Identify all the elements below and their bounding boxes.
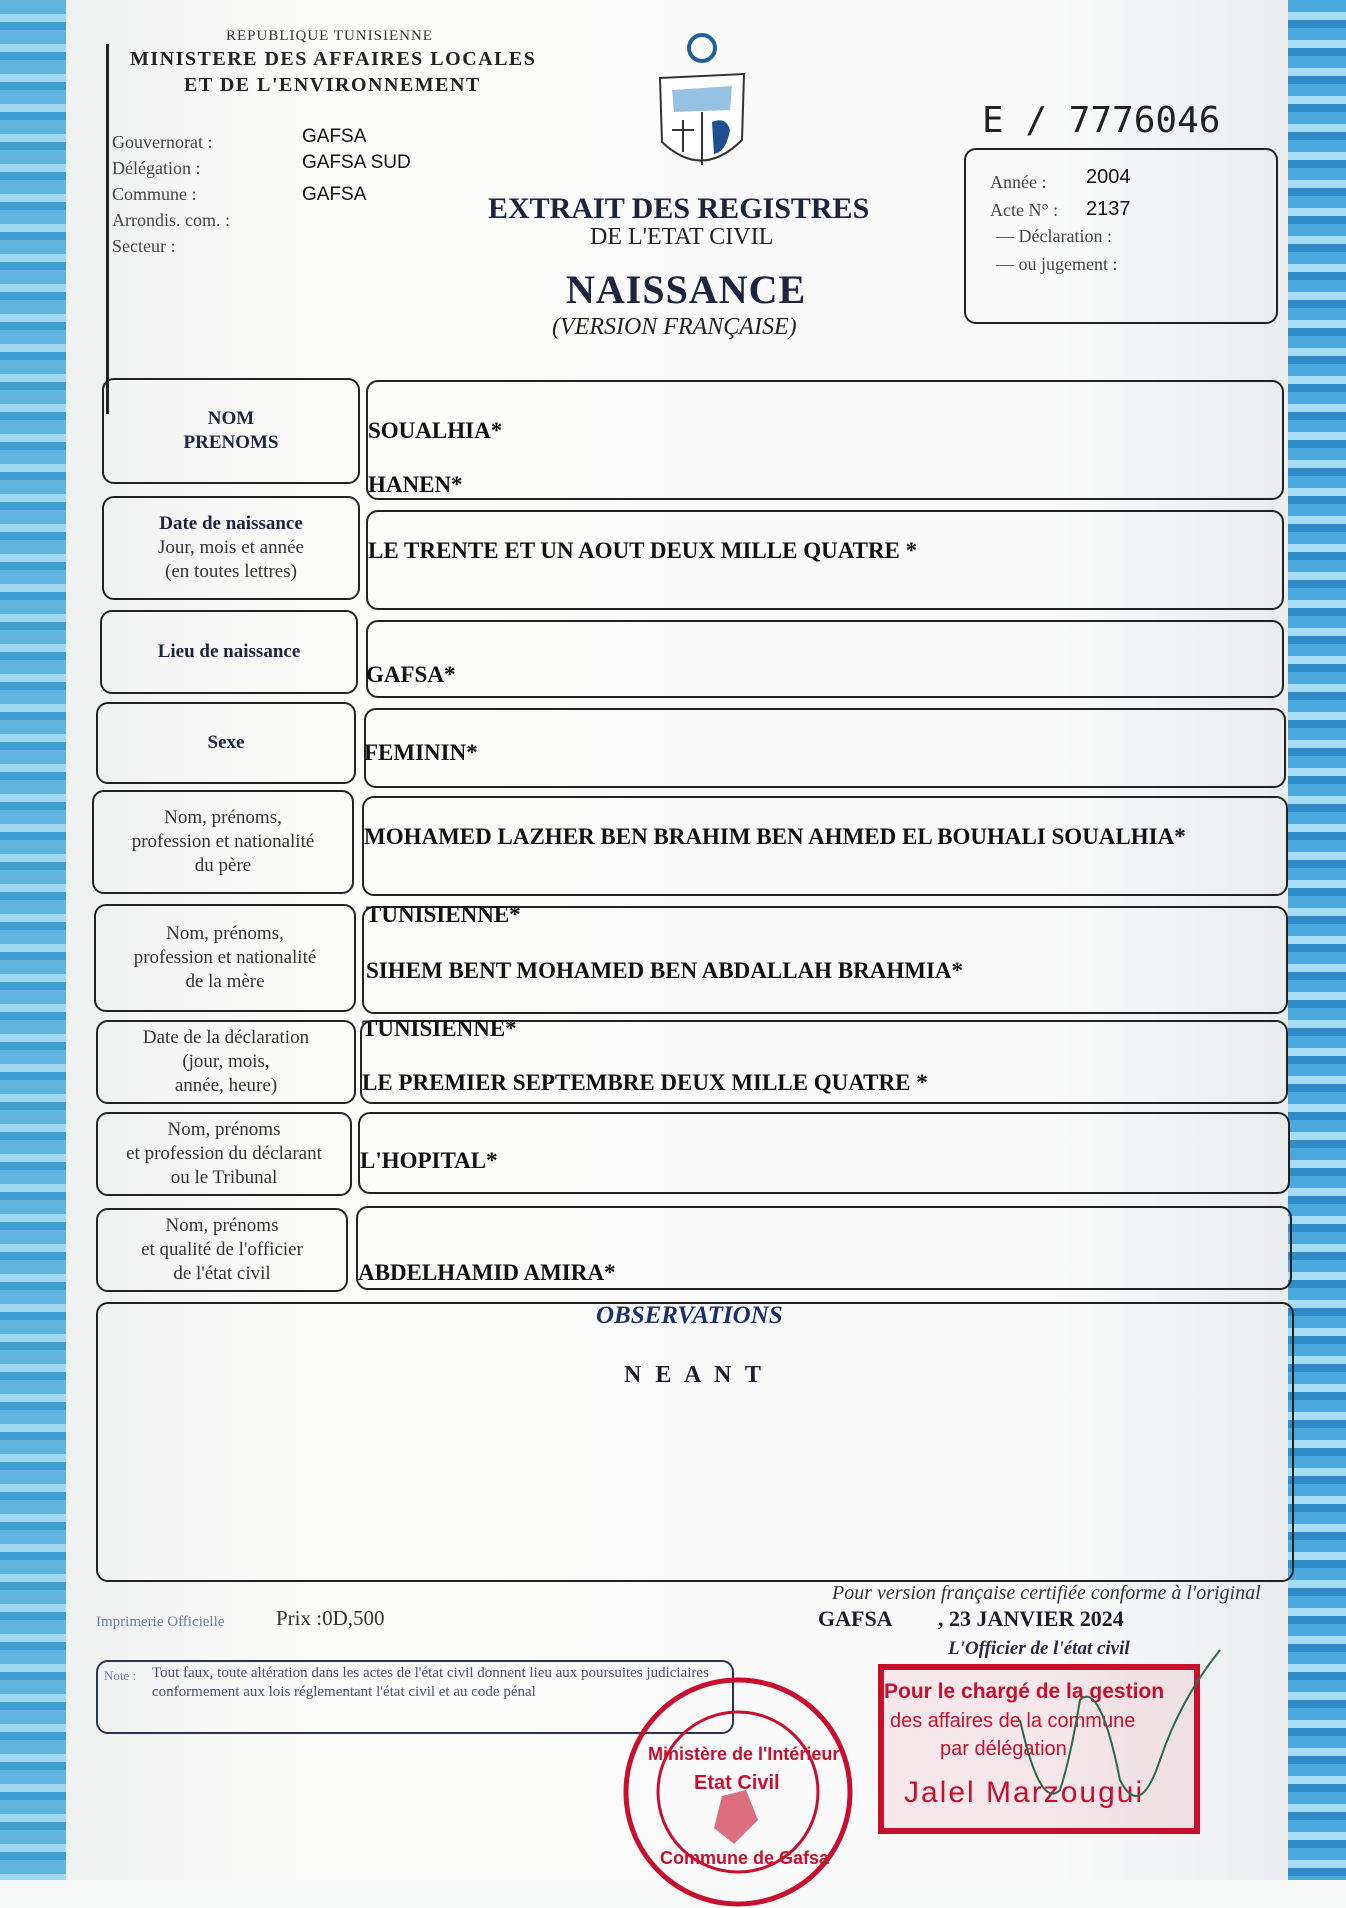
value-box <box>358 1112 1290 1194</box>
field-value: GAFSA <box>302 184 367 205</box>
field-label: Secteur : <box>112 236 176 256</box>
republic-label: REPUBLIQUE TUNISIENNE <box>226 28 433 44</box>
decorative-border-left <box>0 0 66 1880</box>
round-stamp-top: Ministère de l'Intérieur <box>648 1744 840 1764</box>
label-text: PRENOMS <box>183 432 279 453</box>
printer-label: Imprimerie Officielle <box>96 1614 225 1630</box>
label-text: de la mère <box>185 970 265 992</box>
serial-number: E / 7776046 <box>982 100 1221 141</box>
label-text: Date de naissance <box>159 513 303 535</box>
observations-box <box>96 1302 1294 1582</box>
label-date-naissance <box>102 496 360 600</box>
value-declarant: L'HOPITAL* <box>360 1148 498 1173</box>
acte-value: 2137 <box>1086 198 1131 220</box>
value-officier: ABDELHAMID AMIRA* <box>358 1260 616 1285</box>
label-text: (en toutes lettres) <box>165 560 297 582</box>
declaration-label: — Déclaration : <box>996 226 1112 246</box>
value-date-declaration: LE PREMIER SEPTEMBRE DEUX MILLE QUATRE * <box>362 1070 928 1095</box>
label-text: ou le Tribunal <box>170 1166 278 1188</box>
title-version: (VERSION FRANÇAISE) <box>552 314 797 340</box>
ministry-line2: ET DE L'ENVIRONNEMENT <box>184 74 481 96</box>
observations-text: N E A N T <box>624 1362 765 1388</box>
value-sexe: FEMININ* <box>364 740 478 765</box>
field-label: Commune : <box>112 184 197 204</box>
value-mere: SIHEM BENT MOHAMED BEN ABDALLAH BRAHMIA* <box>366 958 964 983</box>
label-text: (jour, mois, <box>182 1051 270 1073</box>
value-box <box>366 620 1284 698</box>
label-text: Nom, prénoms <box>167 1119 281 1141</box>
stamp-line2: des affaires de la commune <box>890 1710 1136 1732</box>
label-text: Sexe <box>207 732 245 754</box>
value-prenoms: HANEN* <box>368 472 463 497</box>
label-text: Nom, prénoms, <box>164 807 282 829</box>
ministry-line1: MINISTERE DES AFFAIRES LOCALES <box>130 48 537 70</box>
issue-date: , 23 JANVIER 2024 <box>938 1606 1124 1631</box>
label-lieu-naissance <box>100 610 358 694</box>
label-text: année, heure) <box>174 1074 278 1096</box>
label-text: Nom, prénoms, <box>166 923 284 945</box>
decorative-border-right <box>1288 0 1346 1880</box>
coat-of-arms-emblem <box>652 30 752 182</box>
title-main: NAISSANCE <box>566 267 807 312</box>
label-text: de l'état civil <box>173 1262 271 1284</box>
value-nom: SOUALHIA* <box>368 418 503 443</box>
place: GAFSA <box>818 1606 893 1631</box>
round-stamp-center: Etat Civil <box>694 1772 780 1794</box>
label-text: Nom, prénoms <box>165 1215 279 1237</box>
annee-label: Année : <box>990 172 1047 192</box>
label-text: et qualité de l'officier <box>141 1239 303 1261</box>
value-lieu-naissance: GAFSA* <box>366 662 456 687</box>
label-text: profession et nationalité <box>133 947 317 969</box>
value-nationalite-pere: TUNISIENNE* <box>366 902 521 927</box>
label-text: Date de la déclaration <box>142 1027 310 1049</box>
label-date-declaration <box>96 1020 356 1104</box>
note-label: Note : <box>104 1668 137 1683</box>
title-line2: DE L'ETAT CIVIL <box>590 224 774 250</box>
title-line1: EXTRAIT DES REGISTRES <box>488 192 870 225</box>
value-nationalite-mere: TUNISIENNE* <box>362 1016 517 1041</box>
label-declarant <box>96 1112 352 1196</box>
label-officier <box>96 1208 348 1292</box>
field-label: Gouvernorat : <box>112 132 213 152</box>
header-rule <box>106 44 109 414</box>
annee-value: 2004 <box>1086 166 1131 188</box>
acte-label: Acte N° : <box>990 200 1059 220</box>
label-text: NOM <box>207 408 255 430</box>
certified-text: Pour version française certifiée conforme à l'original <box>832 1582 1261 1604</box>
stamp-line1: Pour le chargé de la gestion <box>884 1680 1165 1703</box>
legal-note: Tout faux, toute altération dans les actes de l'état civil donnent lieu aux poursuites judiciaires conformement aux lois réglementant l'état civil et au code pénal <box>152 1665 709 1700</box>
price: Prix :0D,500 <box>276 1606 385 1630</box>
label-text: et profession du déclarant <box>126 1143 322 1165</box>
label-mere <box>94 904 356 1012</box>
field-label: Délégation : <box>112 158 201 178</box>
label-text: du père <box>194 854 252 876</box>
field-value: GAFSA <box>302 126 367 147</box>
label-text: Jour, mois et année <box>158 537 304 559</box>
field-label: Arrondis. com. : <box>112 210 230 230</box>
stamp-line3: par délégation <box>940 1738 1067 1760</box>
label-pere <box>92 790 354 894</box>
value-pere: MOHAMED LAZHER BEN BRAHIM BEN AHMED EL BOUHALI SOUALHIA* <box>364 824 1186 849</box>
value-box <box>366 380 1284 500</box>
observations-title: OBSERVATIONS <box>596 1302 783 1329</box>
label-sexe <box>96 702 356 784</box>
officer-label: L'Officier de l'état civil <box>948 1638 1130 1659</box>
stamp-name: Jalel Marzougui <box>904 1776 1145 1809</box>
label-text: Lieu de naissance <box>157 641 301 663</box>
label-text: profession et nationalité <box>131 831 315 853</box>
round-stamp-bottom: Commune de Gafsa <box>660 1848 830 1868</box>
signature <box>990 1640 1230 1840</box>
value-date-naissance: LE TRENTE ET UN AOUT DEUX MILLE QUATRE * <box>368 538 918 563</box>
field-value: GAFSA SUD <box>302 152 411 173</box>
value-box <box>364 708 1286 788</box>
jugement-label: — ou jugement : <box>996 254 1118 274</box>
label-nom-prenoms <box>102 378 360 484</box>
